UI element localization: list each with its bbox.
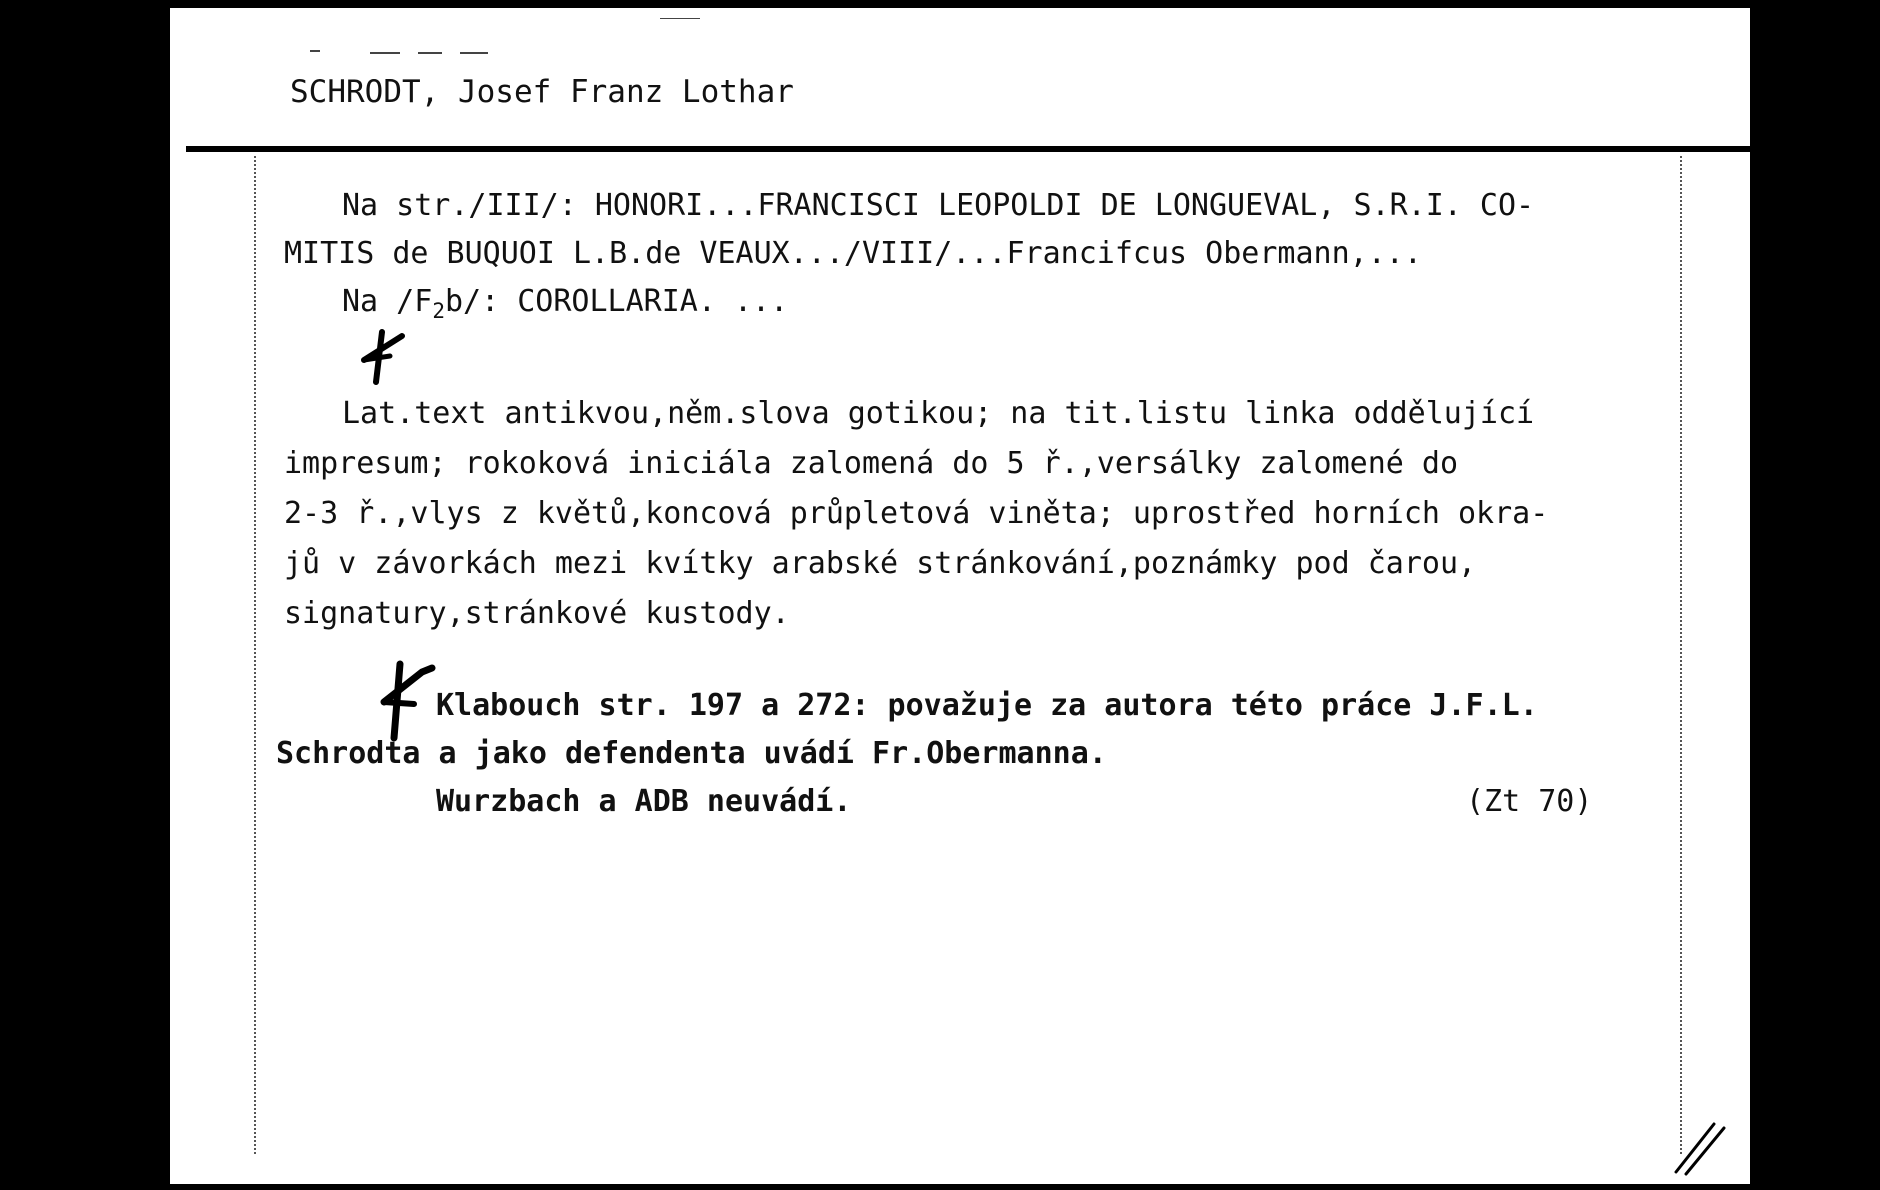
body-line-9: Klabouch str. 197 a 272: považuje za autora této práce J.F.L. <box>436 688 1538 723</box>
body-line-3-prefix: Na /F <box>342 284 433 319</box>
left-margin-line <box>254 156 256 1154</box>
speck <box>310 50 320 52</box>
body-line-3-suffix: b/: COROLLARIA. ... <box>444 284 789 319</box>
speck <box>660 18 700 19</box>
body-line-2: MITIS de BUQUOI L.B.de VEAUX.../VIII/...Francifcus Obermann,... <box>284 236 1422 271</box>
speck <box>460 52 488 54</box>
body-line-5: impresum; rokoková iniciála zalomená do 5 ř.,versálky zalomené do <box>284 446 1458 481</box>
right-margin-line <box>1680 156 1682 1154</box>
card-paper <box>170 8 1750 1184</box>
body-line-8: signatury,stránkové kustody. <box>284 596 790 631</box>
body-line-3 <box>342 284 788 323</box>
body-line-1: Na str./III/: HONORI...FRANCISCI LEOPOLDI DE LONGUEVAL, S.R.I. CO- <box>342 188 1535 223</box>
body-line-3-subscript: 2 <box>432 299 445 323</box>
handwritten-slash-icon <box>1670 1118 1730 1178</box>
speck <box>418 52 442 54</box>
card-heading: SCHRODT, Josef Franz Lothar <box>290 74 794 110</box>
body-line-6: 2-3 ř.,vlys z květů,koncová průpletová viněta; uprostřed horních okra- <box>284 496 1549 531</box>
heading-rule <box>186 146 1750 152</box>
speck <box>370 52 400 54</box>
body-line-11: Wurzbach a ADB neuvádí. <box>436 784 852 819</box>
body-line-7: jů v závorkách mezi kvítky arabské stránkování,poznámky pod čarou, <box>284 546 1477 581</box>
body-line-4: Lat.text antikvou,něm.slova gotikou; na tit.listu linka oddělující <box>342 396 1535 431</box>
handwritten-mark-icon <box>360 326 420 386</box>
shelf-mark: (Zt 70) <box>1466 784 1593 819</box>
body-line-10: Schrodta a jako defendenta uvádí Fr.Obermanna. <box>276 736 1107 771</box>
